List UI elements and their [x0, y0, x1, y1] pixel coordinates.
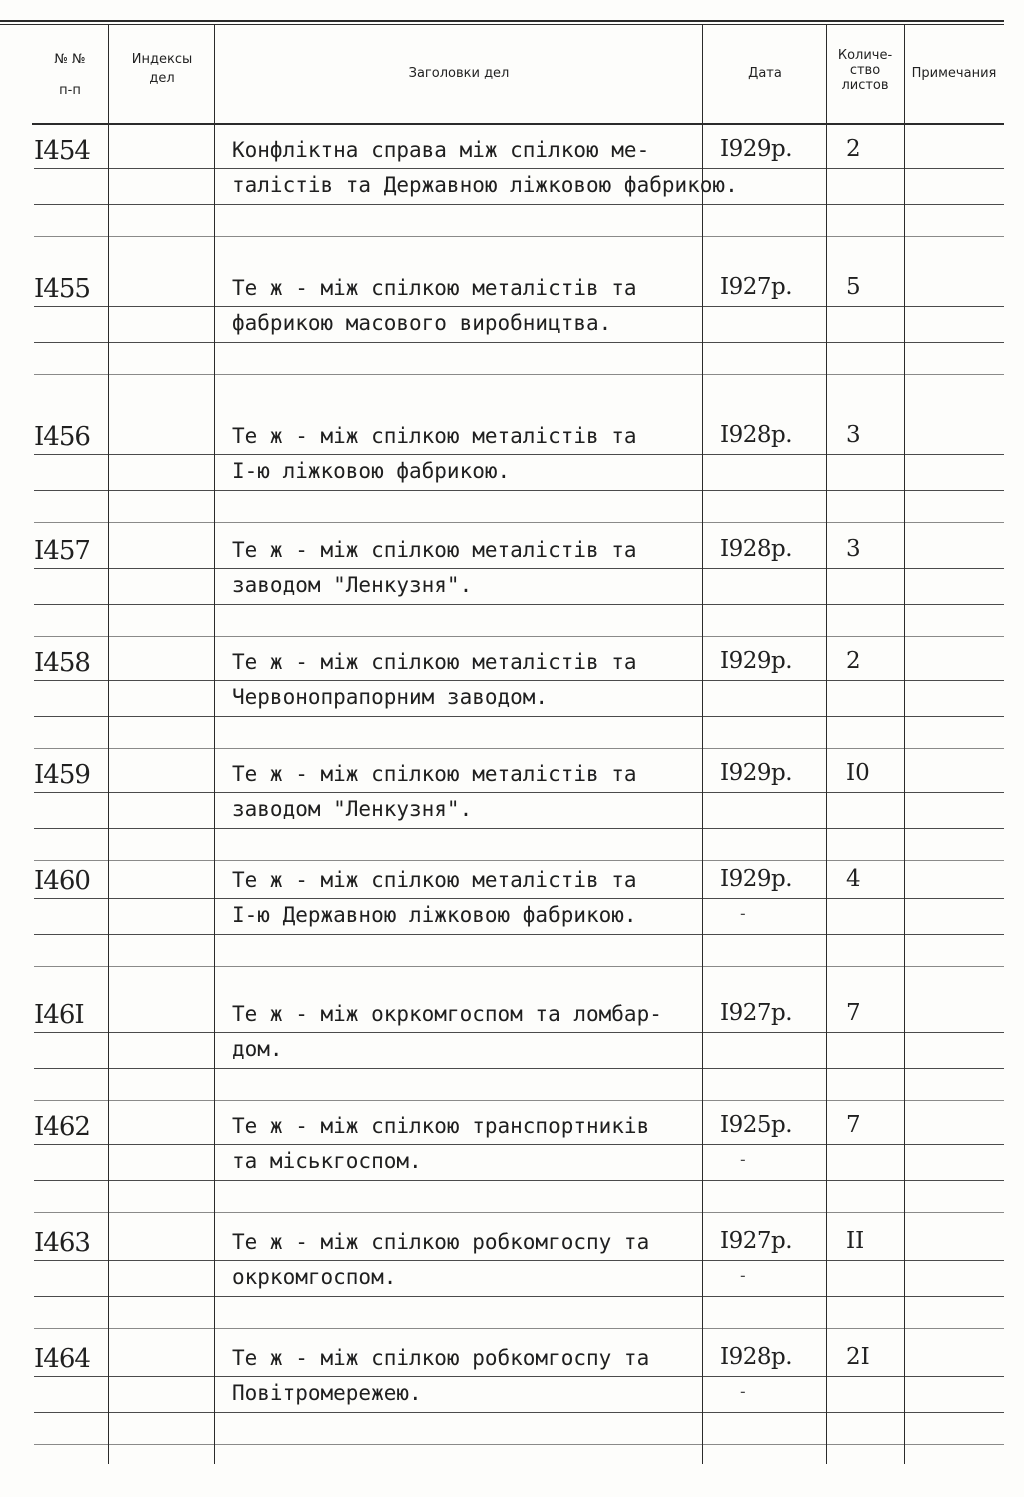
row-number: I463 — [34, 1228, 90, 1258]
header-sheets-line1: Количе- — [837, 48, 893, 63]
row-rule — [34, 1328, 1004, 1329]
header-number-line1: № № — [54, 52, 86, 67]
row-rule — [34, 306, 1004, 307]
row-rule — [34, 342, 1004, 343]
row-title-line2: Червонопрапорним заводом. — [232, 685, 549, 709]
top-rule-second — [0, 24, 1004, 25]
row-sheets-count: 3 — [846, 422, 861, 448]
row-date: I929р. — [720, 866, 793, 892]
row-rule — [34, 1376, 1004, 1377]
row-rule — [34, 934, 1004, 935]
row-number: I454 — [34, 136, 90, 166]
row-title-line2: Повiтромережею. — [232, 1381, 422, 1405]
row-rule — [34, 898, 1004, 899]
row-title-line1: Те ж - мiж спiлкою металiстiв та — [232, 650, 637, 674]
column-divider — [904, 24, 905, 1464]
row-title-line1: Те ж - мiж спiлкою металiстiв та — [232, 276, 637, 300]
row-rule — [34, 568, 1004, 569]
row-date: I928р. — [720, 536, 793, 562]
row-title-line1: Те ж - мiж окркомгоспом та ломбар- — [232, 1002, 662, 1026]
row-number: I455 — [34, 274, 90, 304]
row-rule — [34, 828, 1004, 829]
row-number: I458 — [34, 648, 90, 678]
row-rule — [34, 860, 1004, 861]
row-title-line1: Те ж - мiж спiлкою металiстiв та — [232, 762, 637, 786]
row-dash: - — [738, 1150, 748, 1169]
row-title-line1: Конфлiктна справа мiж спiлкою ме- — [232, 138, 650, 162]
column-divider — [108, 24, 109, 1464]
header-index-line1: Индексы — [131, 52, 193, 67]
row-title-line2: I-ю лiжковою фабрикою. — [232, 459, 511, 483]
row-rule — [34, 1180, 1004, 1181]
row-rule — [34, 236, 1004, 237]
header-index-column — [110, 52, 214, 86]
row-title-line2: та мiськгоспом. — [232, 1149, 422, 1173]
row-rule — [34, 636, 1004, 637]
row-dash: - — [738, 904, 748, 923]
row-sheets-count: II — [846, 1228, 865, 1254]
row-rule — [34, 374, 1004, 375]
header-bottom-rule — [32, 123, 1004, 125]
row-title-line1: Те ж - мiж спiлкою робкомгоспу та — [232, 1346, 650, 1370]
row-title-line2: дом. — [232, 1037, 283, 1061]
row-title-line2: талiстiв та Державною лiжковою фабрикою. — [232, 173, 738, 197]
row-title-line1: Те ж - мiж спiлкою металiстiв та — [232, 868, 637, 892]
header-date-column: Дата — [748, 66, 782, 81]
row-rule — [34, 1444, 1004, 1445]
row-rule — [34, 490, 1004, 491]
row-number: I462 — [34, 1112, 90, 1142]
row-rule — [34, 1100, 1004, 1101]
header-notes-column: Примечания — [911, 66, 997, 81]
row-dash: - — [738, 1266, 748, 1285]
row-rule — [34, 1068, 1004, 1069]
row-sheets-count: 3 — [846, 536, 861, 562]
row-rule — [34, 792, 1004, 793]
row-date: I928р. — [720, 422, 793, 448]
header-sheets-column — [826, 48, 904, 93]
header-sheets-line3: листов — [841, 78, 889, 93]
header-number-column — [34, 52, 106, 98]
row-date: I927р. — [720, 1228, 793, 1254]
row-rule — [34, 1296, 1004, 1297]
row-rule — [34, 1144, 1004, 1145]
row-rule — [34, 168, 1004, 169]
column-divider — [214, 24, 215, 1464]
row-rule — [34, 680, 1004, 681]
row-rule — [34, 204, 1004, 205]
row-rule — [34, 748, 1004, 749]
column-divider — [826, 24, 827, 1464]
row-rule — [34, 1212, 1004, 1213]
row-date: I929р. — [720, 648, 793, 674]
row-sheets-count: I0 — [846, 760, 870, 786]
row-rule — [34, 454, 1004, 455]
row-rule — [34, 1412, 1004, 1413]
header-sheets-line2: ство — [849, 63, 881, 78]
row-rule — [34, 604, 1004, 605]
row-rule — [34, 966, 1004, 967]
row-sheets-count: 2 — [846, 648, 861, 674]
header-title-column: Заголовки дел — [408, 66, 510, 81]
row-rule — [34, 1032, 1004, 1033]
row-date: I929р. — [720, 760, 793, 786]
row-sheets-count: 7 — [846, 1112, 861, 1138]
row-title-line1: Те ж - мiж спiлкою металiстiв та — [232, 424, 637, 448]
row-rule — [34, 716, 1004, 717]
row-date: I925р. — [720, 1112, 793, 1138]
row-title-line2: фабрикою масового виробництва. — [232, 311, 612, 335]
row-rule — [34, 522, 1004, 523]
row-title-line1: Те ж - мiж спiлкою металiстiв та — [232, 538, 637, 562]
row-number: I456 — [34, 422, 90, 452]
row-number: I459 — [34, 760, 90, 790]
row-sheets-count: 7 — [846, 1000, 861, 1026]
row-date: I927р. — [720, 274, 793, 300]
row-number: I457 — [34, 536, 90, 566]
row-title-line2: заводом "Ленкузня". — [232, 573, 473, 597]
header-number-line2: п-п — [59, 83, 81, 98]
row-rule — [34, 1260, 1004, 1261]
row-number: I460 — [34, 866, 90, 896]
column-divider — [702, 24, 703, 1464]
row-sheets-count: 5 — [846, 274, 861, 300]
header-index-line2: дел — [149, 71, 175, 86]
row-date: I929р. — [720, 136, 793, 162]
row-sheets-count: 4 — [846, 866, 861, 892]
row-title-line1: Те ж - мiж спiлкою робкомгоспу та — [232, 1230, 650, 1254]
top-rule — [0, 20, 1004, 22]
row-sheets-count: 2 — [846, 136, 861, 162]
row-title-line2: заводом "Ленкузня". — [232, 797, 473, 821]
row-date: I928р. — [720, 1344, 793, 1370]
row-title-line2: окркомгоспом. — [232, 1265, 397, 1289]
row-title-line2: I-ю Державною лiжковою фабрикою. — [232, 903, 637, 927]
row-sheets-count: 2I — [846, 1344, 870, 1370]
row-number: I46I — [34, 1000, 84, 1030]
row-date: I927р. — [720, 1000, 793, 1026]
row-title-line1: Те ж - мiж спiлкою транспортникiв — [232, 1114, 650, 1138]
row-dash: - — [738, 1382, 748, 1401]
row-number: I464 — [34, 1344, 90, 1374]
